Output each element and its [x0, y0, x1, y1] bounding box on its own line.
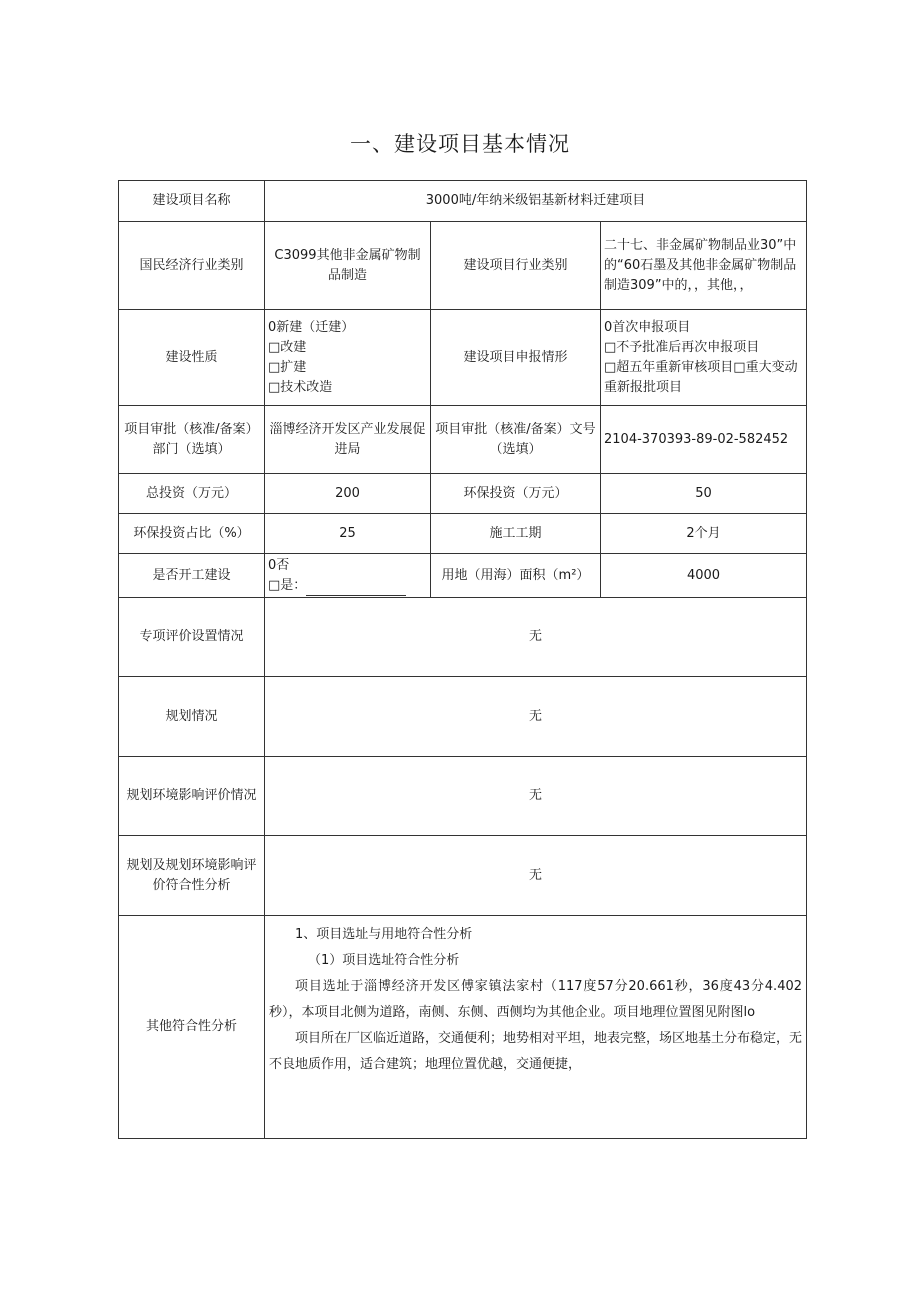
option-rebuild: □改建 — [268, 339, 307, 355]
env-ratio-label: 环保投资占比（%） — [119, 514, 265, 554]
subsection-heading: （1）项目选址符合性分析 — [308, 953, 460, 968]
total-investment-label: 总投资（万元） — [119, 474, 265, 514]
nature-options — [265, 310, 431, 406]
approval-doc-label: 项目审批（核准/备案）文号（选填） — [431, 406, 601, 474]
land-area-label: 用地（用海）面积（m²） — [431, 554, 601, 598]
planning-value: 无 — [265, 677, 807, 757]
section-heading: 1、项目选址与用地符合性分析 — [295, 927, 473, 942]
started-label: 是否开工建设 — [119, 554, 265, 598]
total-investment-value: 200 — [265, 474, 431, 514]
option-tech: □技术改造 — [268, 379, 333, 395]
industry-label: 国民经济行业类别 — [119, 222, 265, 310]
option-yes-line — [268, 576, 427, 596]
yes-blank — [306, 581, 406, 596]
table-row — [119, 181, 807, 222]
table-row — [119, 598, 807, 677]
other-conformity-body — [265, 916, 807, 1139]
page-title: 一、建设项目基本情况 — [350, 132, 570, 156]
project-name-value: 3000吨/年纳米级铝基新材料迁建项目 — [265, 181, 807, 222]
option-again: □不予批准后再次申报项目 — [604, 339, 760, 355]
option-first: 0首次申报项目 — [604, 319, 691, 335]
planning-conformity-label: 规划及规划环境影响评价符合性分析 — [119, 836, 265, 916]
construction-period-value: 2个月 — [601, 514, 807, 554]
env-investment-label: 环保投资（万元） — [431, 474, 601, 514]
industry-category-label: 建设项目行业类别 — [431, 222, 601, 310]
option-new: 0新建（迁建） — [268, 319, 355, 335]
project-info-table — [118, 180, 807, 1139]
env-ratio-value: 25 — [265, 514, 431, 554]
table-row — [119, 474, 807, 514]
table-row — [119, 222, 807, 310]
started-options — [265, 554, 431, 598]
table-row — [119, 836, 807, 916]
table-row — [119, 310, 807, 406]
option-no: 0否 — [268, 557, 290, 573]
planning-env-value: 无 — [265, 757, 807, 836]
planning-conformity-value: 无 — [265, 836, 807, 916]
approval-dept-value: 淄博经济开发区产业发展促进局 — [265, 406, 431, 474]
paragraph: 项目所在厂区临近道路，交通便利；地势相对平坦，地表完整，场区地基土分布稳定，无不良地质作用，适合建筑；地理位置优越，交通便捷， — [269, 1031, 803, 1072]
table-row — [119, 757, 807, 836]
paragraph: 项目选址于淄博经济开发区傅家镇法家村（117度57分20.661秒，36度43分4.402秒），本项目北侧为道路，南侧、东侧、西侧均为其他企业。项目地理位置图见附图lo — [269, 979, 803, 1020]
project-name-label: 建设项目名称 — [119, 181, 265, 222]
option-review: □超五年重新审核项目□重大变动重新报批项目 — [604, 359, 798, 395]
nature-label: 建设性质 — [119, 310, 265, 406]
table-row — [119, 677, 807, 757]
construction-period-label: 施工工期 — [431, 514, 601, 554]
report-options — [601, 310, 807, 406]
planning-env-label: 规划环境影响评价情况 — [119, 757, 265, 836]
approval-dept-label: 项目审批（核准/备案）部门（选填） — [119, 406, 265, 474]
table-row — [119, 406, 807, 474]
option-yes: □是： — [268, 577, 307, 593]
report-label: 建设项目申报情形 — [431, 310, 601, 406]
env-investment-value: 50 — [601, 474, 807, 514]
industry-category-value: 二十七、非金属矿物制品业30”中的“60石墨及其他非金属矿物制品制造309”中的，，其他，， — [601, 222, 807, 310]
special-eval-label: 专项评价设置情况 — [119, 598, 265, 677]
option-expand: □扩建 — [268, 359, 307, 375]
table-row — [119, 916, 807, 1139]
table-row — [119, 514, 807, 554]
table-row — [119, 554, 807, 598]
special-eval-value: 无 — [265, 598, 807, 677]
planning-label: 规划情况 — [119, 677, 265, 757]
approval-doc-value: 2104-370393-89-02-582452 — [601, 406, 807, 474]
land-area-value: 4000 — [601, 554, 807, 598]
industry-value: C3099其他非金属矿物制品制造 — [265, 222, 431, 310]
other-conformity-label: 其他符合性分析 — [119, 916, 265, 1139]
